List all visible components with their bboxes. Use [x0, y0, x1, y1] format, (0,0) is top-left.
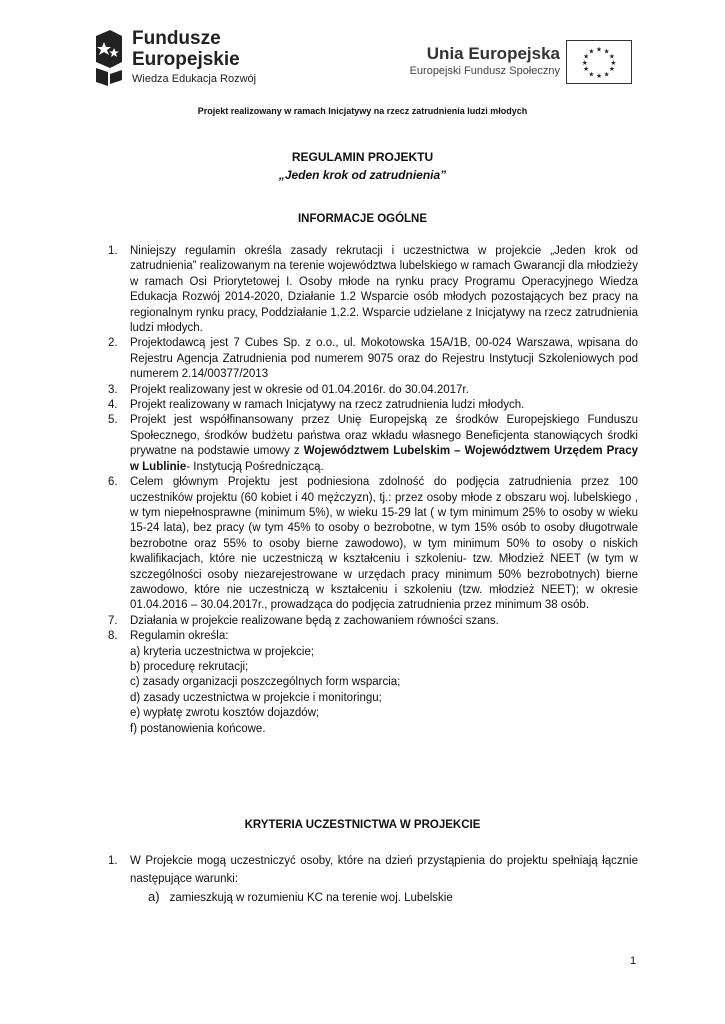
fe-stars-mark-icon: [92, 28, 126, 88]
sub-item: d) zasady uczestnictwa w projekcie i monitoringu;: [130, 691, 382, 704]
sub-item: e) wypłatę zwrotu kosztów dojazdów;: [130, 707, 320, 720]
page-number: 1: [630, 955, 637, 967]
svg-text:★: ★: [581, 58, 588, 67]
svg-text:★: ★: [596, 45, 602, 54]
item-text: Działania w projekcie realizowane będą z zachowaniem równości szans.: [130, 614, 499, 627]
fundusze-europejskie-logo: [92, 28, 267, 90]
sub-item: b) procedurę rekrutacji;: [130, 660, 249, 673]
svg-text:★: ★: [583, 52, 590, 61]
item-number: 1.: [108, 855, 118, 867]
list-item: [108, 629, 638, 737]
item-number: 7.: [108, 614, 118, 627]
sub-item-letter: a): [148, 889, 160, 904]
item-text-end: - Instytucją Pośredniczącą.: [186, 460, 324, 473]
list-item: [108, 398, 638, 413]
svg-text:★: ★: [610, 58, 617, 67]
item-text: Projekt realizowany w ramach Inicjatywy na rzecz zatrudnienia ludzi młodych.: [130, 399, 525, 412]
item-text-bold: Województwem Lubelskim – Województwem Urzędem Pracy w Lublinie: [130, 445, 638, 473]
item-text: W Projekcie mogą uczestniczyć osoby, które na dzień przystąpienia do projektu spełniają łącznie następujące warunki:: [130, 855, 638, 885]
item-text: Projekt jest współfinansowany przez Unię Europejską ze środków Europejskiego Funduszu Społecznego, środków budżetu państwa oraz wkładu własnego Beneficjenta stanowiących środki prywatne na podstawie umowy z: [130, 414, 638, 458]
section-heading-general: INFORMACJE OGÓLNE: [297, 213, 428, 225]
ue-line1: Unia Europejska: [426, 44, 560, 63]
list-item: [108, 614, 638, 629]
section-heading-criteria: KRYTERIA UCZESTNICTWA W PROJEKCIE: [244, 819, 481, 831]
item-number: 1.: [108, 245, 118, 257]
item-number: 6.: [108, 476, 118, 489]
item-number: 8.: [108, 630, 118, 643]
page-header: [0, 0, 725, 116]
eu-flag-icon: [566, 40, 632, 84]
svg-text:★: ★: [588, 47, 595, 56]
svg-text:★: ★: [583, 65, 590, 74]
svg-text:★: ★: [603, 70, 610, 79]
document-subtitle: „Jeden krok od zatrudnienia”: [278, 168, 447, 182]
list-item: [108, 244, 638, 336]
fe-logo-line1: Fundusze: [132, 28, 221, 49]
fe-logo-line3: Wiedza Edukacja Rozwój: [132, 73, 257, 85]
item-text: Celem głównym Projektu jest podniesiona zdolność do podjęcia zatrudnienia przez 100 uczestników projektu (60 kobiet i 40 mężczyzn), tj.: przez osoby młode z obszaru woj. lubelskiego , w tym niepełnosprawne (minimum 5%), w wieku 15-29 lat ( w tym minimum 25% to osoby w wieku 15-24 lata), bez pracy (w tym 45% to osoby o bezrobotne, w tym 15% osób to osoby długotrwale bezrobotne oraz 55% to osoby bierne zawodowo), w tym minimum 50% to osoby o niskich kwalifikacjach, które nie uczestniczą w kształceniu i szkoleniu- tzw. Młodzież NEET (w tym w szczególności osoby niezarejestrowane w urzędach pracy minimum 50% bezrobotnych) bierne zawodowo, które nie uczestniczą w kształceniu i szkoleniu (tzw. młodzież NEET); w okresie 01.04.2016 – 30.04.2017r., prowadząca do podjęcia zatrudnienia przez minimum 38 osób.: [130, 476, 638, 612]
sub-item: a) kryteria uczestnictwa w projekcie;: [130, 645, 315, 658]
general-info-list: [108, 244, 638, 737]
fe-logo-text: [132, 28, 256, 86]
svg-text:★: ★: [608, 65, 615, 74]
item-text: Regulamin określa:: [130, 630, 229, 643]
list-item: [108, 383, 638, 398]
list-item: [108, 852, 638, 907]
list-item: [108, 413, 638, 475]
item-text: Projekt realizowany jest w okresie od 01.04.2016r. do 30.04.2017r.: [130, 383, 469, 396]
item-number: 5.: [108, 414, 118, 427]
fe-logo-line2: Europejskie: [132, 49, 240, 70]
svg-text:★: ★: [588, 70, 595, 79]
criteria-list: [108, 852, 638, 907]
sub-item: f) postanowienia końcowe.: [130, 722, 266, 735]
project-tagline: Projekt realizowany w ramach Inicjatywy na rzecz zatrudnienia ludzi młodych: [197, 106, 528, 116]
item-text: Niniejszy regulamin określa zasady rekrutacji i uczestnictwa w projekcie „Jeden krok od zatrudnienia” realizowanym na terenie województwa lubelskiego w ramach Gwarancji dla młodzieży w ramach Osi Priorytetowej I. Osoby młode na rynku pracy Programu Operacyjnego Wiedza Edukacja Rozwój 2014-2020, Działanie 1.2 Wsparcie osób młodych pozostających bez pracy na regionalnym rynku pracy, Poddziałanie 1.2.2. Wsparcie udzielane z Inicjatywy na rzecz zatrudnienia ludzi młodych.: [130, 245, 638, 335]
document-title: REGULAMIN PROJEKTU: [291, 150, 434, 164]
unia-europejska-text: [410, 44, 560, 78]
list-item: [108, 336, 638, 382]
sub-item-text: zamieszkują w rozumieniu KC na terenie woj. Lubelskie: [169, 892, 453, 904]
item-number: 3.: [108, 383, 118, 396]
svg-text:★: ★: [603, 47, 610, 56]
item-number: 2.: [108, 337, 118, 350]
sub-item: [130, 888, 638, 907]
item-number: 4.: [108, 399, 118, 412]
svg-text:★: ★: [596, 72, 602, 81]
sub-item: c) zasady organizacji poszczególnych form wsparcia;: [130, 676, 401, 689]
ue-line2: Europejski Fundusz Społeczny: [409, 65, 560, 77]
svg-text:★: ★: [608, 52, 615, 61]
list-item: [108, 475, 638, 614]
item-text: Projektodawcą jest 7 Cubes Sp. z o.o., ul. Mokotowska 15A/1B, 00-024 Warszawa, wpisana do Rejestru Agencja Zatrudnienia pod numerem 9075 oraz do Rejestru Instytucji Szkoleniowych pod numerem 2.14/00377/2013: [130, 337, 638, 381]
